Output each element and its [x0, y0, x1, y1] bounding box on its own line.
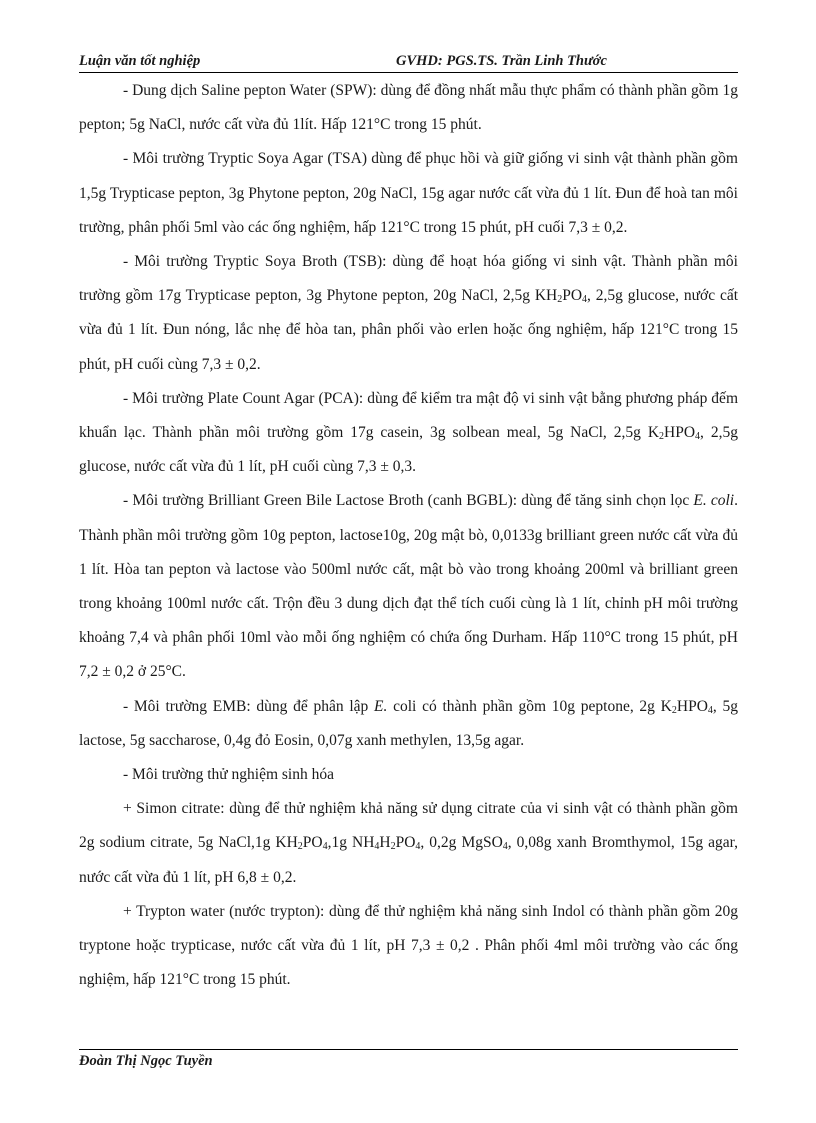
- text-run: H: [379, 834, 391, 852]
- page-body: [79, 74, 738, 997]
- text-run: PO: [302, 834, 323, 852]
- thesis-title: Luận văn tốt nghiệp: [79, 53, 201, 69]
- text-run: - Môi trường thử nghiệm sinh hóa: [123, 766, 334, 784]
- subscript: 4: [707, 704, 713, 716]
- paragraph: [79, 895, 738, 998]
- text-run: - Môi trường Brilliant Green Bile Lactose Broth (canh BGBL): dùng để tăng sinh chọn lọc: [123, 492, 694, 510]
- subscript: 2: [659, 431, 665, 443]
- text-run: ,1g NH: [327, 834, 375, 852]
- text-run: , 0,2g MgSO: [420, 834, 503, 852]
- text-run: - Môi trường Tryptic Soya Broth (TSB): dùng để hoạt hóa giống vi sinh vật. Thành phần môi trường gồm 17g Trypticase pepton, 3g Phytone pepton, 20g NaCl, 2,5g KH: [79, 253, 738, 305]
- subscript: 2: [557, 294, 563, 306]
- subscript: 4: [322, 841, 328, 853]
- text-run: HPO: [664, 424, 696, 442]
- text-run: + Simon citrate: dùng để thử nghiệm khả năng sử dụng citrate của vi sinh vật có thành phần gồm 2g sodium citrate, 5g NaCl,1g KH: [79, 800, 738, 852]
- text-run: , 0,08g xanh Bromthymol, 15g agar, nước cất vừa đủ 1 lít, pH 6,8 ± 0,2.: [79, 834, 739, 886]
- paragraph: [79, 382, 738, 485]
- text-run: PO: [395, 834, 416, 852]
- text-run: - Dung dịch Saline pepton Water (SPW): dùng để đồng nhất mẫu thực phẩm có thành phần gồm 1g pepton; 5g NaCl, nước cất vừa đủ 1lít. Hấp 121°C trong 15 phút.: [79, 82, 738, 134]
- text-run: . Thành phần môi trường gồm 10g pepton, lactose10g, 20g mật bò, 0,0133g brilliant green nước cất vừa đủ 1 lít. Hòa tan pepton và lactose vào 500ml nước cất, mật bò vào trong khoảng 200ml và brilliant green trong khoảng 100ml nước cất. Trộn đều 3 dung dịch đạt thể tích cuối cùng là 1 lít, chỉnh pH môi trường khoảng 7,4 và phân phối 10ml vào mỗi ống nghiệm có chứa ống Durham. Hấp 110°C trong 15 phút, pH 7,2 ± 0,2 ở 25°C.: [79, 492, 738, 681]
- page-footer: [79, 1049, 738, 1070]
- text-run: - Môi trường Plate Count Agar (PCA): dùng để kiểm tra mật độ vi sinh vật bằng phương pháp đếm khuẩn lạc. Thành phần môi trường gồm 17g casein, 3g solbean meal, 5g NaCl, 2,5g K: [79, 389, 738, 442]
- text-run: E. coli: [693, 492, 735, 510]
- text-run: PO: [562, 287, 583, 305]
- paragraph: [79, 484, 738, 689]
- author-name: Đoàn Thị Ngọc Tuyền: [79, 1053, 213, 1069]
- subscript: 2: [671, 704, 677, 716]
- paragraph: [79, 690, 738, 758]
- paragraph: [79, 245, 738, 382]
- subscript: 4: [582, 294, 588, 306]
- page-header: [79, 52, 738, 73]
- text-run: E.: [374, 697, 388, 715]
- supervisor: GVHD: PGS.TS. Trần Linh Thước: [396, 53, 607, 69]
- text-run: + Trypton water (nước trypton): dùng để thử nghiệm khả năng sinh Indol có thành phần gồm 20g tryptone hoặc trypticase, nước cất vừa đủ 1 lít, pH 7,3 ± 0,2 . Phân phối 4ml môi trường vào các ống nghiệm, hấp 121°C trong 15 phút.: [79, 902, 738, 989]
- subscript: 4: [374, 841, 380, 853]
- paragraph: [79, 758, 738, 792]
- paragraph: [79, 74, 738, 142]
- text-run: HPO: [676, 697, 708, 715]
- text-run: , 5g lactose, 5g saccharose, 0,4g đỏ Eosin, 0,07g xanh methylen, 13,5g agar.: [79, 697, 738, 749]
- paragraph: [79, 142, 738, 245]
- subscript: 4: [502, 841, 508, 853]
- text-run: coli có thành phần gồm 10g peptone, 2g K: [387, 697, 672, 715]
- subscript: 4: [695, 431, 701, 443]
- text-run: , 2,5g glucose, nước cất vừa đủ 1 lít, pH cuối cùng 7,3 ± 0,3.: [79, 424, 738, 476]
- subscript: 2: [390, 841, 396, 853]
- subscript: 4: [415, 841, 421, 853]
- text-run: - Môi trường Tryptic Soya Agar (TSA) dùng để phục hồi và giữ giống vi sinh vật thành phần gồm 1,5g Trypticase pepton, 3g Phytone pepton, 20g NaCl, 15g agar nước cất vừa đủ 1 lít. Đun để hoà tan môi trường, phân phối 5ml vào các ống nghiệm, hấp 121°C trong 15 phút, pH cuối 7,3 ± 0,2.: [79, 150, 738, 236]
- subscript: 2: [297, 841, 303, 853]
- text-run: - Môi trường EMB: dùng để phân lập: [123, 697, 375, 715]
- paragraph: [79, 792, 738, 895]
- text-run: , 2,5g glucose, nước cất vừa đủ 1 lít. Đun nóng, lắc nhẹ để hòa tan, phân phối vào erlen hoặc ống nghiệm, hấp 121°C trong 15 phút, pH cuối cùng 7,3 ± 0,2.: [79, 287, 739, 373]
